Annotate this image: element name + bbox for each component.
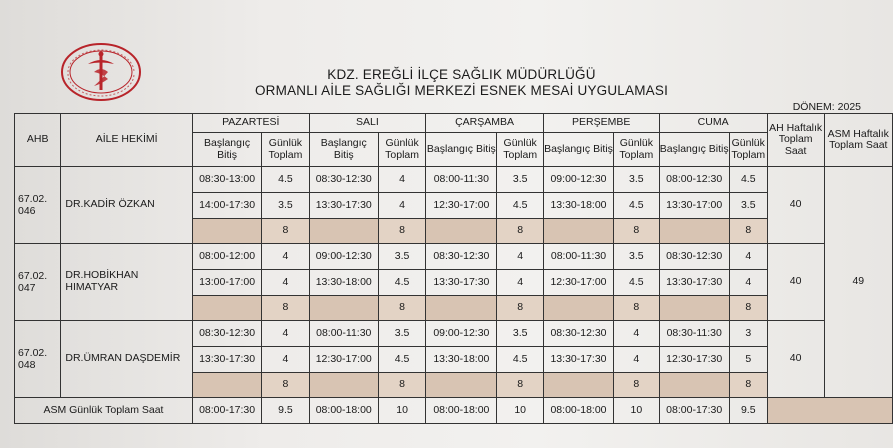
daily-total-cell: 8 [614, 296, 659, 321]
time-range-cell: 08:00-11:30 [309, 321, 378, 347]
time-range-cell [543, 296, 613, 321]
time-range-cell: 13:30-18:00 [309, 270, 378, 296]
header-ahb: AHB [15, 114, 61, 167]
footer-cell: 10 [614, 398, 659, 424]
time-range-cell: 12:30-17:00 [426, 193, 497, 219]
daily-total-cell: 8 [614, 373, 659, 398]
daily-total-cell: 4 [614, 321, 659, 347]
time-range-cell [309, 296, 378, 321]
time-range-cell [659, 296, 729, 321]
schedule-row [15, 167, 893, 193]
time-range-cell [543, 373, 613, 398]
daily-total-cell: 4.5 [378, 270, 425, 296]
ah-weekly-total: 40 [767, 244, 824, 321]
doctor-name: DR.KADİR ÖZKAN [61, 167, 193, 244]
daily-total-cell: 4 [262, 347, 309, 373]
daily-total-cell: 5 [729, 347, 767, 373]
daily-total-cell: 4 [729, 270, 767, 296]
daily-total-cell: 8 [262, 373, 309, 398]
daily-total-cell: 3 [729, 321, 767, 347]
time-range-cell: 08:30-12:30 [192, 321, 261, 347]
daily-total-cell: 8 [378, 296, 425, 321]
daily-total-cell: 8 [497, 373, 543, 398]
time-range-cell: 08:00-12:00 [192, 244, 261, 270]
daily-total-cell: 4 [497, 270, 543, 296]
daily-total-cell: 8 [729, 373, 767, 398]
header-asm-weekly: ASM Haftalık Toplam Saat [824, 114, 892, 167]
ahb-code: 67.02. 046 [15, 167, 61, 244]
time-range-cell: 08:00-11:30 [426, 167, 497, 193]
daily-total-cell: 4.5 [729, 167, 767, 193]
header-start-end: Başlangıç Bitiş [543, 133, 613, 167]
time-range-cell [309, 373, 378, 398]
ah-weekly-total: 40 [767, 321, 824, 398]
time-range-cell: 13:30-17:30 [192, 347, 261, 373]
doctor-name: DR.HOBİKHAN HIMATYAR [61, 244, 193, 321]
schedule-body [15, 167, 893, 398]
footer-cell: 9.5 [729, 398, 767, 424]
header-day: CUMA [659, 114, 767, 133]
daily-total-cell: 4.5 [614, 193, 659, 219]
daily-total-cell: 4.5 [614, 270, 659, 296]
time-range-cell: 12:30-17:00 [543, 270, 613, 296]
daily-total-cell: 4.5 [497, 347, 543, 373]
footer-cell: 08:00-17:30 [659, 398, 729, 424]
time-range-cell [192, 373, 261, 398]
daily-total-cell: 4.5 [262, 167, 309, 193]
footer-cell: 08:00-18:00 [426, 398, 497, 424]
ahb-code: 67.02. 048 [15, 321, 61, 398]
time-range-cell [426, 296, 497, 321]
daily-total-cell: 4 [378, 193, 425, 219]
header-daily-total: Günlük Toplam [497, 133, 543, 167]
daily-total-cell: 8 [614, 219, 659, 244]
footer-empty-cell [767, 398, 892, 424]
time-range-cell: 08:30-11:30 [659, 321, 729, 347]
schedule-row [15, 244, 893, 270]
daily-total-cell: 3.5 [497, 321, 543, 347]
daily-total-cell: 4 [262, 321, 309, 347]
time-range-cell: 13:30-17:30 [543, 347, 613, 373]
time-range-cell: 13:30-18:00 [426, 347, 497, 373]
time-range-cell: 13:30-17:30 [309, 193, 378, 219]
time-range-cell [309, 219, 378, 244]
document-title: KDZ. EREĞLİ İLÇE SAĞLIK MÜDÜRLÜĞÜ [327, 67, 596, 82]
time-range-cell [659, 373, 729, 398]
time-range-cell: 12:30-17:00 [309, 347, 378, 373]
header-daily-total: Günlük Toplam [378, 133, 425, 167]
footer-cell: 08:00-17:30 [192, 398, 261, 424]
daily-total-cell: 8 [729, 219, 767, 244]
footer-cell: 9.5 [262, 398, 309, 424]
header-doctor: AİLE HEKİMİ [61, 114, 193, 167]
footer-cell: 10 [497, 398, 543, 424]
daily-total-cell: 4 [262, 244, 309, 270]
time-range-cell: 09:00-12:30 [543, 167, 613, 193]
time-range-cell: 13:30-17:30 [659, 270, 729, 296]
time-range-cell: 09:00-12:30 [309, 244, 378, 270]
daily-total-cell: 3.5 [378, 244, 425, 270]
time-range-cell [426, 373, 497, 398]
footer-row [15, 398, 893, 424]
daily-total-cell: 8 [262, 219, 309, 244]
header-start-end: Başlangıç Bitiş [426, 133, 497, 167]
time-range-cell [192, 219, 261, 244]
time-range-cell: 08:30-13:00 [192, 167, 261, 193]
time-range-cell: 13:30-18:00 [543, 193, 613, 219]
daily-total-cell: 8 [378, 219, 425, 244]
document-subtitle: ORMANLI AİLE SAĞLIĞI MERKEZİ ESNEK MESAİ UYGULAMASI [254, 83, 669, 98]
daily-total-cell: 8 [262, 296, 309, 321]
footer-cell: 10 [378, 398, 425, 424]
daily-total-cell: 4.5 [497, 193, 543, 219]
time-range-cell: 08:00-11:30 [543, 244, 613, 270]
header-daily-total: Günlük Toplam [262, 133, 309, 167]
daily-total-cell: 4 [262, 270, 309, 296]
time-range-cell: 13:00-17:00 [192, 270, 261, 296]
daily-total-cell: 8 [729, 296, 767, 321]
daily-total-cell: 4.5 [378, 347, 425, 373]
daily-total-cell: 8 [497, 296, 543, 321]
ah-weekly-total: 40 [767, 167, 824, 244]
time-range-cell: 08:30-12:30 [309, 167, 378, 193]
header-day: SALI [309, 114, 426, 133]
schedule-row [15, 321, 893, 347]
footer-cell: 08:00-18:00 [309, 398, 378, 424]
time-range-cell: 14:00-17:30 [192, 193, 261, 219]
time-range-cell [543, 219, 613, 244]
time-range-cell: 12:30-17:30 [659, 347, 729, 373]
header-day: PAZARTESİ [192, 114, 309, 133]
footer-label: ASM Günlük Toplam Saat [15, 398, 193, 424]
header-daily-total: Günlük Toplam [729, 133, 767, 167]
daily-total-cell: 3.5 [262, 193, 309, 219]
time-range-cell [426, 219, 497, 244]
daily-total-cell: 4 [497, 244, 543, 270]
time-range-cell: 08:30-12:30 [659, 244, 729, 270]
header-day: ÇARŞAMBA [426, 114, 544, 133]
time-range-cell: 08:00-12:30 [659, 167, 729, 193]
asm-weekly-total: 49 [824, 167, 892, 398]
doctor-name: DR.ÜMRAN DAŞDEMİR [61, 321, 193, 398]
daily-total-cell: 4 [378, 167, 425, 193]
time-range-cell: 08:30-12:30 [426, 244, 497, 270]
header-start-end: Başlangıç Bitiş [309, 133, 378, 167]
period-label: DÖNEM: 2025 [792, 101, 861, 113]
time-range-cell [192, 296, 261, 321]
daily-total-cell: 3.5 [378, 321, 425, 347]
daily-total-cell: 4 [614, 347, 659, 373]
header-start-end: Başlangıç Bitiş [659, 133, 729, 167]
daily-total-cell: 3.5 [614, 167, 659, 193]
footer-cell: 08:00-18:00 [543, 398, 613, 424]
time-range-cell: 13:30-17:00 [659, 193, 729, 219]
time-range-cell: 08:30-12:30 [543, 321, 613, 347]
time-range-cell: 09:00-12:30 [426, 321, 497, 347]
daily-total-cell: 4 [729, 244, 767, 270]
flexible-schedule-table [14, 113, 893, 424]
daily-total-cell: 3.5 [614, 244, 659, 270]
daily-total-cell: 3.5 [729, 193, 767, 219]
time-range-cell [659, 219, 729, 244]
daily-total-cell: 8 [378, 373, 425, 398]
header-start-end: Başlangıç Bitiş [192, 133, 261, 167]
header-day: PERŞEMBE [543, 114, 659, 133]
ahb-code: 67.02. 047 [15, 244, 61, 321]
daily-total-cell: 8 [497, 219, 543, 244]
daily-total-cell: 3.5 [497, 167, 543, 193]
time-range-cell: 13:30-17:30 [426, 270, 497, 296]
header-daily-total: Günlük Toplam [614, 133, 659, 167]
header-ah-weekly: AH Haftalık Toplam Saat [767, 114, 824, 167]
